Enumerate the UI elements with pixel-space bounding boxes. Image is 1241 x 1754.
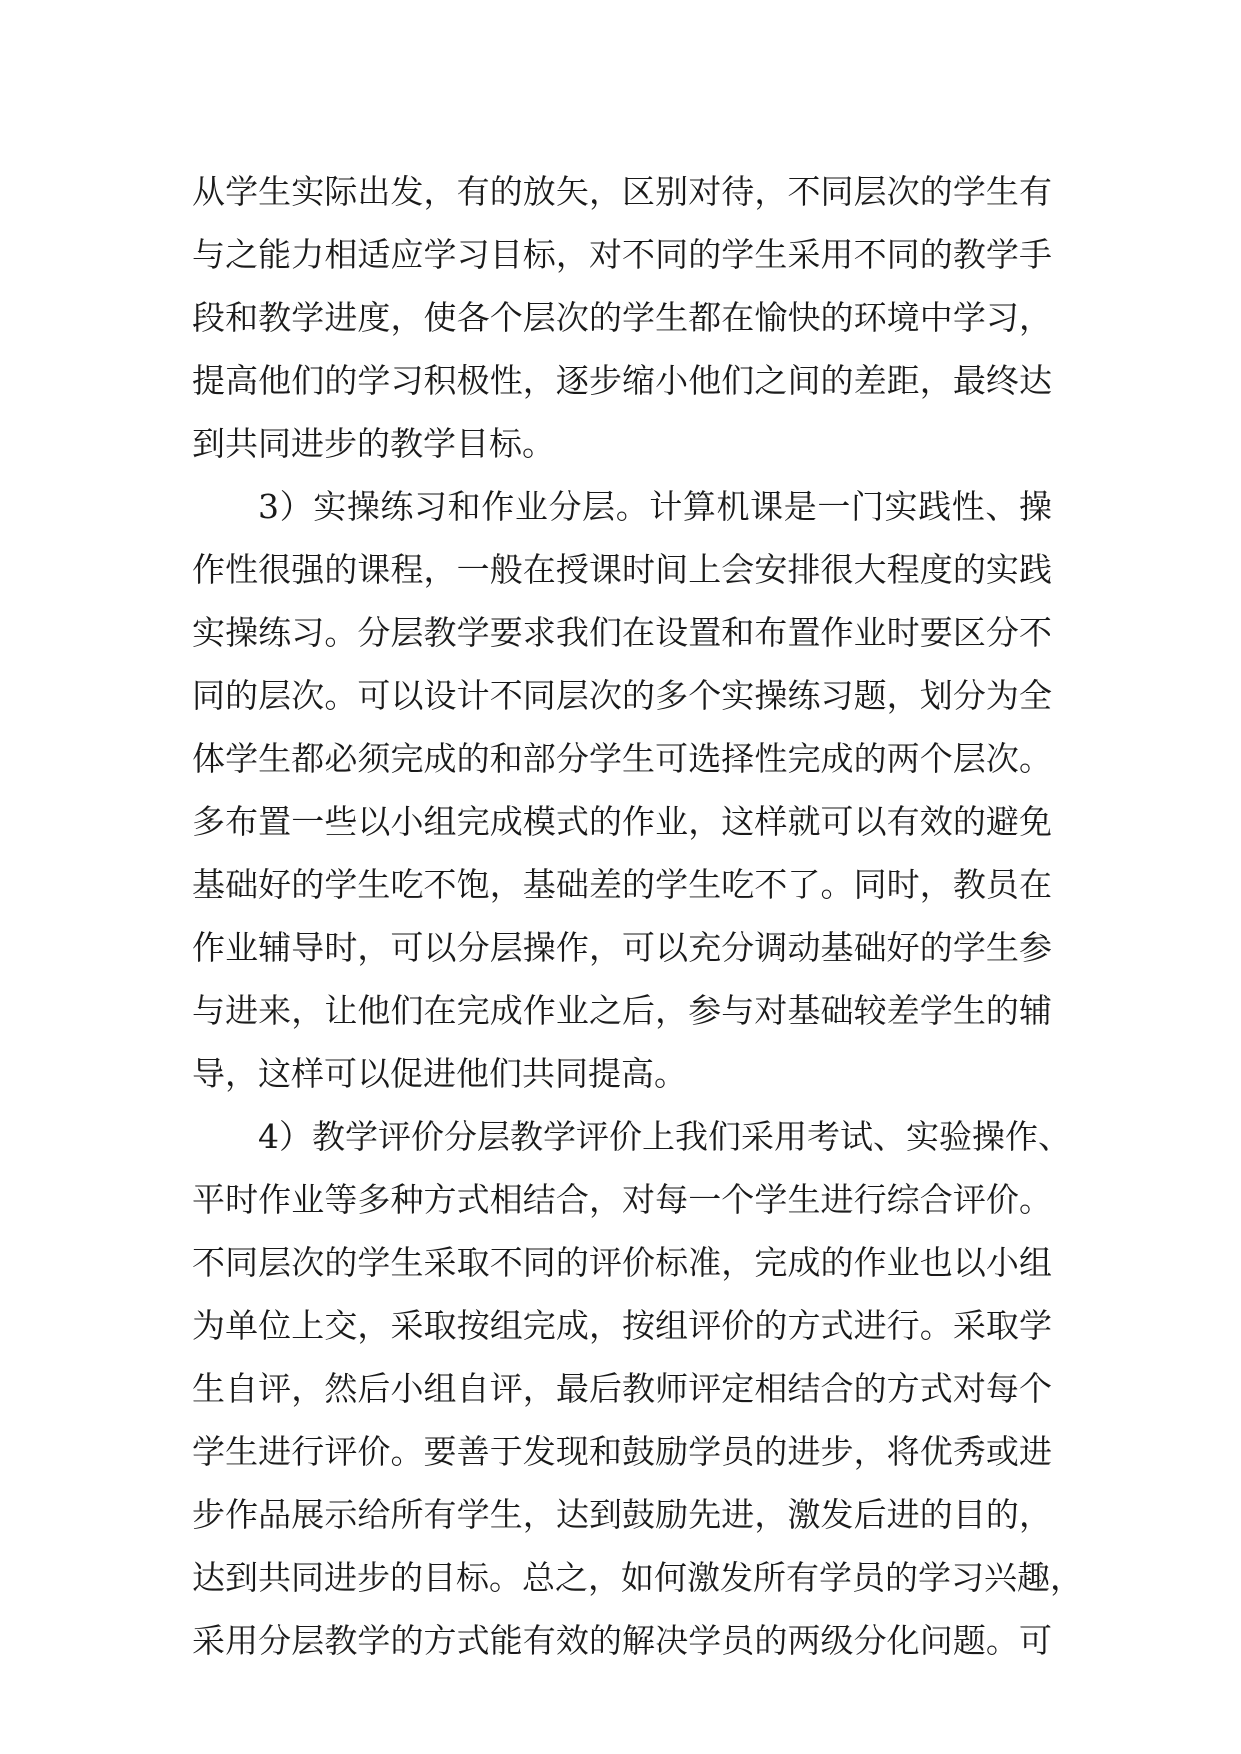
text-line: 学生进行评价。要善于发现和鼓励学员的进步，将优秀或进 bbox=[192, 1432, 1052, 1471]
text-line: 从学生实际出发，有的放矢，区别对待，不同层次的学生有 bbox=[192, 172, 1052, 211]
text-line: 平时作业等多种方式相结合，对每一个学生进行综合评价。 bbox=[192, 1180, 1052, 1219]
text-line: 多布置一些以小组完成模式的作业，这样就可以有效的避免 bbox=[192, 802, 1052, 841]
text-line: 采用分层教学的方式能有效的解决学员的两级分化问题。可 bbox=[192, 1621, 1052, 1660]
text-line: 作性很强的课程，一般在授课时间上会安排很大程度的实践 bbox=[192, 550, 1052, 589]
text-line: 不同层次的学生采取不同的评价标准，完成的作业也以小组 bbox=[192, 1243, 1052, 1282]
text-line: 达到共同进步的目标。总之，如何激发所有学员的学习兴趣， bbox=[192, 1558, 1083, 1597]
text-line: 同的层次。可以设计不同层次的多个实操练习题，划分为全 bbox=[192, 676, 1052, 715]
body-text bbox=[192, 160, 1083, 1672]
text-line: 为单位上交，采取按组完成，按组评价的方式进行。采取学 bbox=[192, 1306, 1052, 1345]
text-line: 与进来，让他们在完成作业之后，参与对基础较差学生的辅 bbox=[192, 991, 1052, 1030]
text-line: 作业辅导时，可以分层操作，可以充分调动基础好的学生参 bbox=[192, 928, 1052, 967]
text-line: 基础好的学生吃不饱，基础差的学生吃不了。同时，教员在 bbox=[192, 865, 1052, 904]
text-line: 4）教学评价分层教学评价上我们采用考试、实验操作、 bbox=[258, 1117, 1071, 1156]
text-line: 实操练习。分层教学要求我们在设置和布置作业时要区分不 bbox=[192, 613, 1052, 652]
text-line: 生自评，然后小组自评，最后教师评定相结合的方式对每个 bbox=[192, 1369, 1052, 1408]
text-line: 与之能力相适应学习目标，对不同的学生采用不同的教学手 bbox=[192, 235, 1052, 274]
text-line: 3）实操练习和作业分层。计算机课是一门实践性、操 bbox=[258, 487, 1052, 526]
text-line: 到共同进步的教学目标。 bbox=[192, 424, 555, 463]
text-line: 段和教学进度，使各个层次的学生都在愉快的环境中学习， bbox=[192, 298, 1052, 337]
text-line: 步作品展示给所有学生，达到鼓励先进，激发后进的目的， bbox=[192, 1495, 1052, 1534]
text-line: 导，这样可以促进他们共同提高。 bbox=[192, 1054, 687, 1093]
text-line: 体学生都必须完成的和部分学生可选择性完成的两个层次。 bbox=[192, 739, 1052, 778]
text-line: 提高他们的学习积极性，逐步缩小他们之间的差距，最终达 bbox=[192, 361, 1052, 400]
